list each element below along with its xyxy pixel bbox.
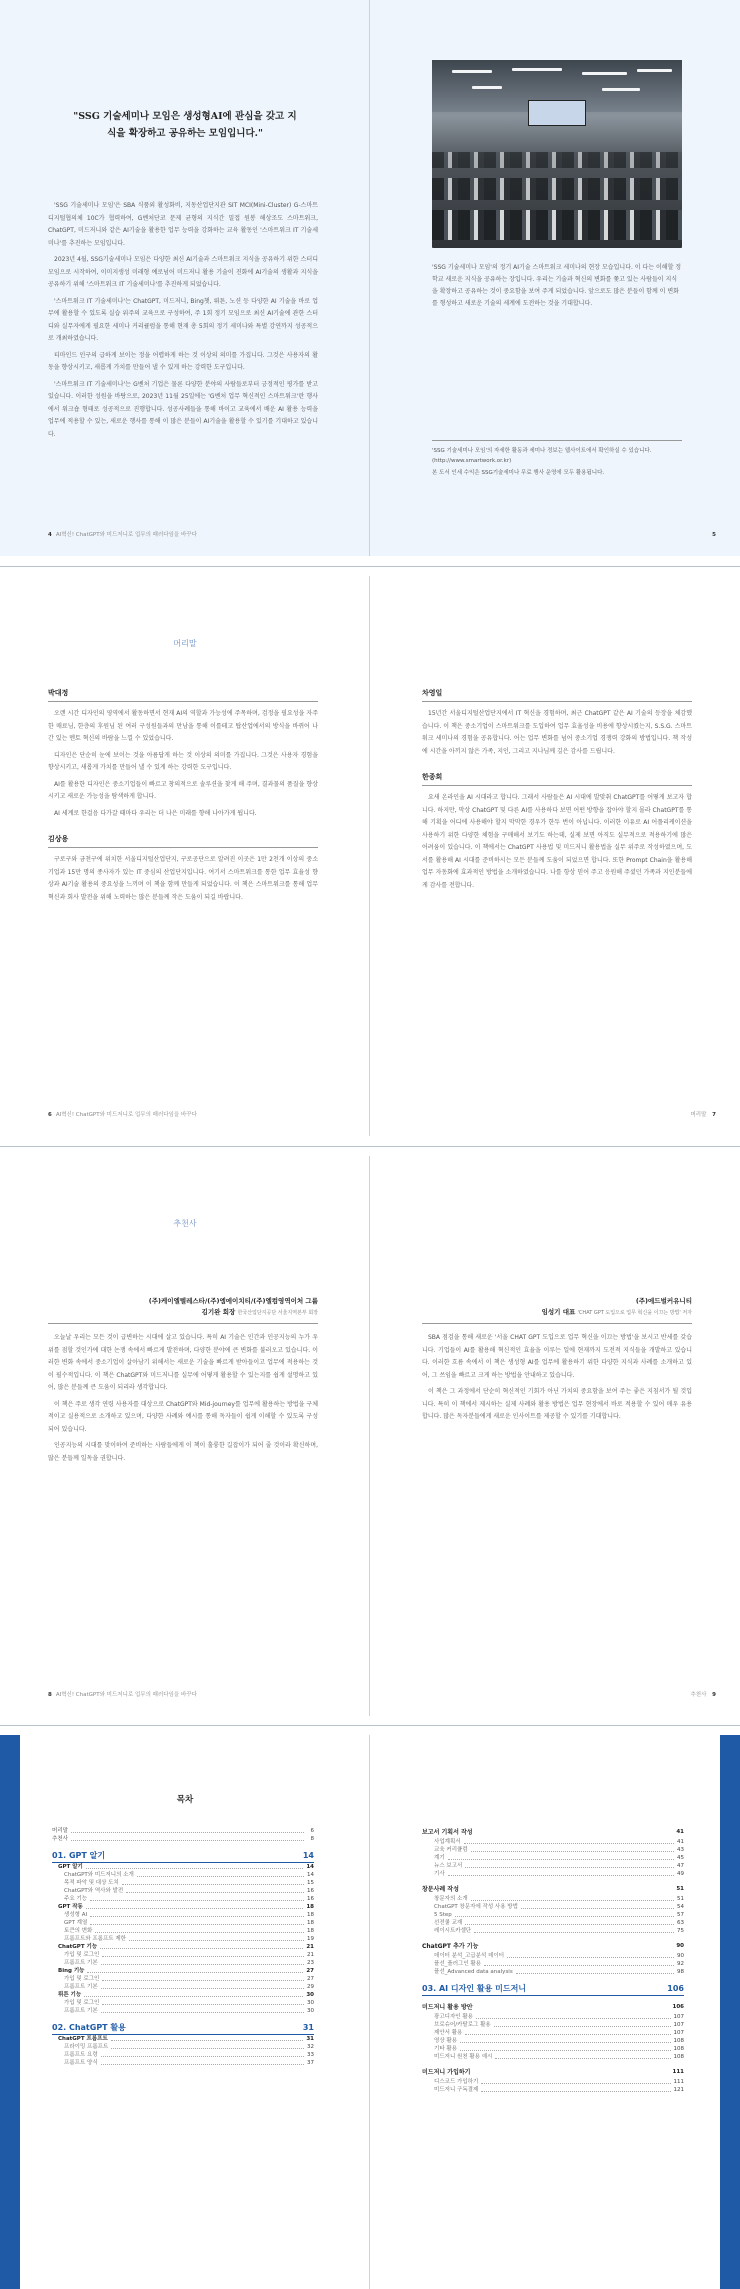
toc-page: 45 xyxy=(677,1855,684,1861)
toc-page: 30 xyxy=(306,1992,314,1998)
toc-entry[interactable] xyxy=(52,2035,314,2043)
toc-entry[interactable] xyxy=(422,1838,684,1846)
toc-leader xyxy=(71,1840,304,1841)
section-title: 추천사 xyxy=(173,1219,197,1228)
toc-page-right xyxy=(370,1735,740,2289)
toc-leader xyxy=(122,1884,304,1885)
toc-label: GPT 알기 xyxy=(58,1864,83,1870)
toc-label: 미드저니 가입하기 xyxy=(422,2069,471,2076)
paragraph: AI를 활용한 디자인은 중소기업들이 빠르고 창의적으로 솔루션을 찾게 해 주며, 결과물의 품질을 향상시키고 새로운 가능성을 탐색하게 합니다. xyxy=(48,780,318,800)
toc-label: 01. GPT 알기 xyxy=(52,1850,106,1860)
toc-page: 18 xyxy=(307,1928,314,1934)
toc-label: 플선_Advanced data analysis xyxy=(434,1969,513,1975)
toc-leader xyxy=(474,1932,674,1933)
toc-entry[interactable] xyxy=(422,2078,684,2086)
author-text xyxy=(48,854,318,904)
toc-entry[interactable] xyxy=(52,1895,314,1903)
toc-page: 32 xyxy=(307,2044,314,2050)
toc-label: ChatGPT 프롬프트 xyxy=(58,2036,108,2042)
toc-entry[interactable] xyxy=(422,1827,684,1838)
toc-label: 레이시트카셀단 xyxy=(434,1928,472,1934)
toc-page: 37 xyxy=(307,2060,314,2066)
toc-entry[interactable] xyxy=(52,1935,314,1943)
toc-label: 가입 및 로그인 xyxy=(64,1952,100,1958)
toc-label: ChatGPT 기능 xyxy=(58,1944,98,1950)
reco-name: 김기완 회장 xyxy=(201,1308,236,1316)
toc-page: 108 xyxy=(673,2046,684,2052)
toc-page: 16 xyxy=(307,1896,314,1902)
toc-entry[interactable] xyxy=(52,1903,314,1911)
toc-leader xyxy=(71,1832,304,1833)
toc-page: 27 xyxy=(306,1968,314,1974)
toc-entry[interactable] xyxy=(422,1854,684,1862)
toc-label: 디스코드 가입하기 xyxy=(434,2079,479,2085)
toc-page: 41 xyxy=(676,1829,684,1835)
paragraph: 오늘날 우리는 모든 것이 급변하는 시대에 살고 있습니다. 특히 AI 기술은 인간과 인공지능의 누가 우위를 점할 것인가에 대한 논쟁 속에서 빠르게 발전하며, 다양한 분야에 큰 변화를 불러오고 있습니다. 이러한 변화 속에서 중소기업이 살아남기 위해서는 새로운 기술을 빠르게 받아들이고 업무에 적용하는 것이 필수적입니다. 이 책은 ChatGPT와 미드저니를 실무에 어떻게 활용할 수 있는지를 쉽게 설명하고 있어, 많은 분들께 큰 도움이 되리라 생각합니다. xyxy=(48,1334,318,1391)
toc-leader xyxy=(460,2042,670,2043)
page-number: 4 xyxy=(48,532,52,538)
author-block xyxy=(422,772,692,892)
toc-label: 미드저니 원천 활용 예시 xyxy=(434,2054,493,2060)
toc-page: 90 xyxy=(677,1953,684,1959)
toc-page: 30 xyxy=(307,2000,314,2006)
author-text xyxy=(48,708,318,820)
paragraph: SBA 점검을 통해 새로운 '서울 CHAT GPT 도입으로 업무 혁신을 이끄는 방법'을 보시고 반세를 갖습니다. 기업들이 AI를 활용해 혁신적인 효율을 이루는 일에 현재까지 도전적 지식들을 개발하고 있습니다. 이러한 흐름 속에서 이 책은 생성형 AI를 업무에 활용하기 위한 다양한 지식과 사례를 소개하고 있어, 그 쓰임을 빠르고 크게 하는 방법을 안내하고 있습니다. xyxy=(422,1334,692,1379)
spread-preface xyxy=(0,576,740,1136)
toc-entry[interactable] xyxy=(422,2002,684,2013)
toc-entry[interactable] xyxy=(422,2013,684,2021)
reco-signature xyxy=(422,1307,692,1319)
toc-entry[interactable] xyxy=(422,2029,684,2037)
toc-page: 63 xyxy=(677,1920,684,1926)
paragraph: 디자인은 단순히 눈에 보이는 것을 아름답게 하는 것 이상의 의미를 가집니다. 그것은 사용자 경험을 향상시키고, 새롭게 가치를 만들어 낼 수 있게 하는 강력한 도구입니다. xyxy=(48,751,318,771)
toc-label: 프롬프트 기본 xyxy=(64,1960,98,1966)
toc-entry[interactable] xyxy=(422,1982,684,1996)
toc-page: 30 xyxy=(307,2008,314,2014)
toc-page: 75 xyxy=(677,1928,684,1934)
toc-page: 47 xyxy=(677,1863,684,1869)
toc-entry[interactable] xyxy=(52,1927,314,1935)
toc-leader xyxy=(126,1892,304,1893)
accent-bar xyxy=(0,1735,20,2289)
reco-subtitle: 한국산업단지공단 서울지역본부 회장 xyxy=(237,1310,318,1316)
toc-entry[interactable] xyxy=(52,1835,314,1843)
accent-bar xyxy=(720,1735,740,2289)
toc-page: 18 xyxy=(306,1904,314,1910)
toc-page: 111 xyxy=(672,2069,684,2075)
toc-label: 목적 파악 및 대상 도치 xyxy=(64,1880,119,1886)
page-number: 7 xyxy=(712,1112,716,1118)
page-4 xyxy=(0,0,370,556)
page-9 xyxy=(370,1156,740,1716)
toc-leader xyxy=(448,1875,674,1876)
toc-entry[interactable] xyxy=(422,2021,684,2029)
toc-leader xyxy=(101,2056,304,2057)
toc-label: 가입 및 로그인 xyxy=(64,2000,100,2006)
toc-page: 29 xyxy=(307,1984,314,1990)
toc-label: GPT 계열 xyxy=(64,1920,88,1926)
toc-entry[interactable] xyxy=(422,1870,684,1878)
toc-entry[interactable] xyxy=(422,1960,684,1968)
author-block xyxy=(422,688,692,758)
paragraph: 2023년 4월, SSG기술세미나 모임은 다양한 최신 AI기술과 스마트워크 지식을 공유하기 위한 스터디 모임으로 시작하여, 이미지생성 미래형 예로넘어 미드저니 활용 기술이 진화에 AI기술의 생활과 지식을 공유하기 위해 '스마트워크 IT 기술세미나'를 추진하게 되었습니다. xyxy=(48,256,318,288)
toc-label: 브로슈어/카탈로그 활용 xyxy=(434,2022,491,2028)
toc-entry[interactable] xyxy=(422,1941,684,1952)
toc-label: 02. ChatGPT 활용 xyxy=(52,2022,126,2032)
paragraph: 구로구와 금천구에 위치한 서울디지털산업단지, 구로공단으로 알려진 이곳은 1만 2천개 이상의 중소기업과 15만 명의 종사자가 있는 IT 중심의 산업단지입니다. 여기서 스마트워크를 통한 업무 효율성 향상과 AI기술 활용의 중요성을 느끼며 이 책을 함께 만들게 되었습니다. 이 책은 스마트워크를 통해 업무 혁신과 회사 발전을 위해 노력하는 많은 분들께 작은 도움이 되길 바랍니다. xyxy=(48,856,318,901)
toc-page: 31 xyxy=(306,2036,314,2042)
spread-toc xyxy=(0,1735,740,2289)
page-7 xyxy=(370,576,740,1136)
reco-left xyxy=(48,1296,318,1469)
toc-entry[interactable] xyxy=(422,1895,684,1903)
toc-page: 106 xyxy=(672,2004,684,2010)
page-footer xyxy=(48,530,197,538)
toc-page: 108 xyxy=(673,2038,684,2044)
toc-page: 98 xyxy=(677,1969,684,1975)
reco-signature xyxy=(48,1307,318,1319)
footer-title: AI혁신! ChatGPT와 미드저니로 업무의 패러다임을 바꾸다 xyxy=(55,1692,197,1698)
toc-entry[interactable] xyxy=(422,2067,684,2078)
toc-label: ChatGPT 추가 기능 xyxy=(422,1943,479,1950)
toc-page: 111 xyxy=(673,2079,684,2085)
toc-page: 21 xyxy=(306,1944,314,1950)
toc-leader xyxy=(101,2012,304,2013)
intro-body xyxy=(48,200,318,445)
toc-page: 23 xyxy=(307,1960,314,1966)
toc-label: ChatGPT와 미드저니의 소개 xyxy=(64,1872,134,1878)
toc-list-right xyxy=(422,1827,684,2094)
toc-page: 57 xyxy=(677,1912,684,1918)
toc-entry[interactable] xyxy=(52,1827,314,1835)
toc-entry[interactable] xyxy=(52,1983,314,1991)
toc-page: 107 xyxy=(673,2030,684,2036)
toc-page: 54 xyxy=(677,1904,684,1910)
toc-entry[interactable] xyxy=(52,1943,314,1951)
paragraph: 오랜 시간 디자인의 영역에서 활동하면서 현재 AI의 역할과 가능성에 주목하며, 검정을 필요성을 자주한 매료님, 한층의 후원님 된 여러 구성원들과의 만남을 통해 이를테고 탑산업에서의 방식을 바뀌어 나간 있는 멘토 혁신의 바람을 느낄 수 있었습니다. xyxy=(48,710,318,742)
toc-page: 41 xyxy=(677,1839,684,1845)
toc-page: 8 xyxy=(310,1836,314,1842)
reco-name: 임성기 대표 xyxy=(541,1308,576,1316)
toc-page: 107 xyxy=(673,2014,684,2020)
page-footer xyxy=(690,1690,716,1698)
toc-page: 107 xyxy=(673,2022,684,2028)
toc-entry[interactable] xyxy=(52,1951,314,1959)
toc-leader xyxy=(102,1956,304,1957)
toc-label: 토큰의 변화 xyxy=(64,1928,93,1934)
author-name: 김상용 xyxy=(48,834,318,848)
toc-entry[interactable] xyxy=(52,1959,314,1967)
toc-entry[interactable] xyxy=(52,1991,314,1999)
paragraph: '스마트워크 IT 기술세미나'는 G벤처 기업은 물론 다양한 분야의 사람들로부터 긍정적인 평가를 받고 있습니다. 이러한 성원을 바탕으로, 2023년 11월 25일에는 'G벤처 업무 혁신적인 스마트워크'란 행사에서 워크숍 형태로 성공적으로 진행합니다. 성공사례들을 통해 바이고 교육에서 배운 AI 활용 능력을 업무에 적용할 수 있는, 새로운 행사를 통해 이 많은 분들이 AI기술을 활용할 수 있기를 기대하고 있습니다. xyxy=(48,380,318,438)
toc-label: 프롬프트와 프롬프트 제한 xyxy=(64,1936,126,1942)
toc-entry[interactable] xyxy=(422,2045,684,2053)
toc-leader xyxy=(86,1908,304,1909)
toc-entry[interactable] xyxy=(422,1927,684,1935)
spread-intro xyxy=(0,0,740,556)
toc-leader xyxy=(460,2050,670,2051)
seminar-photo xyxy=(432,60,682,248)
toc-leader xyxy=(86,1868,304,1869)
toc-label: ChatGPT 창문자에 작성 사용 방법 xyxy=(434,1904,518,1910)
toc-page: 121 xyxy=(673,2087,684,2093)
toc-page: 33 xyxy=(307,2052,314,2058)
toc-page: 51 xyxy=(676,1886,684,1892)
toc-page: 43 xyxy=(677,1847,684,1853)
toc-label: 선전쿨 교재 xyxy=(434,1920,463,1926)
toc-entry[interactable] xyxy=(422,1911,684,1919)
toc-label: 플선_플러그인 활용 xyxy=(434,1961,482,1967)
toc-leader xyxy=(471,1851,674,1852)
toc-leader xyxy=(471,1900,674,1901)
footer-title: AI혁신! ChatGPT와 미드저니로 업무의 패러다임을 바꾸다 xyxy=(55,1112,197,1118)
toc-leader xyxy=(465,1924,674,1925)
toc-label: 프롬프트 요령 xyxy=(64,2052,98,2058)
toc-label: 주요 기능 xyxy=(64,1896,88,1902)
footer-title: AI혁신! ChatGPT와 미드저니로 업무의 패러다임을 바꾸다 xyxy=(55,532,197,538)
toc-leader xyxy=(111,2048,304,2049)
toc-page: 21 xyxy=(307,1952,314,1958)
toc-leader xyxy=(465,1867,674,1868)
author-text xyxy=(422,708,692,758)
toc-label: 5 Step xyxy=(434,1912,452,1918)
paragraph: 이 책은 주로 생각 연령 사용자를 대상으로 ChatGPT와 Mid-journey를 업무에 활용하는 방법을 구체적이고 실용적으로 소개하고 있으며, 다양한 사례와 예시를 통해 독자들이 쉽게 이해할 수 있도록 구성되어 있습니다. xyxy=(48,1400,318,1433)
toc-entry[interactable] xyxy=(422,2053,684,2061)
author-name: 한종희 xyxy=(422,772,692,786)
toc-label: 프롬프트 기본 xyxy=(64,1984,98,1990)
toc-label: 미드저니 구독결제 xyxy=(434,2087,479,2093)
section-title: 머리말 xyxy=(173,639,197,648)
toc-page: 49 xyxy=(677,1871,684,1877)
toc-leader xyxy=(137,1876,304,1877)
spread-recommendation xyxy=(0,1156,740,1716)
toc-label: 머리말 xyxy=(52,1828,68,1834)
toc-entry[interactable] xyxy=(422,2037,684,2045)
toc-label: 프라이밍 프롬프트 xyxy=(64,2044,109,2050)
toc-entry[interactable] xyxy=(52,1879,314,1887)
toc-page: 16 xyxy=(307,1888,314,1894)
paragraph: 티마인드 인구의 급하게 보이는 정을 어렵하게 하는 것 이상의 의미를 가집니다. 그것은 사용자의 활동을 향상시키고, 새롭게 가치를 만들어 낼 수 있게 하는 강력한 도구입니다. xyxy=(48,351,318,371)
toc-leader xyxy=(90,1900,304,1901)
toc-label: Bing 기능 xyxy=(58,1968,85,1974)
toc-label: 뉴스 보고서 xyxy=(434,1863,463,1869)
toc-leader xyxy=(102,1980,304,1981)
toc-page-left xyxy=(0,1735,370,2289)
toc-list-left xyxy=(52,1827,314,2067)
note-2: 본 도서 인세 수익은 SSG기술세미나 무료 행사 운영에 모두 활용됩니다. xyxy=(432,470,605,476)
paragraph: 요새 온라인을 AI 시대라고 합니다. 그래서 사람들은 AI 시대에 발맞춰 ChatGPT를 어떻게 보고자 합니다. 하지만, 막상 ChatGPT 및 다른 AI를 사용하다 보면 어떤 방향을 잡아야 할지 몰라 ChatGPT를 통해 기획을 어디에 사용해야 할지 막막한 경우가 한두 번이 아닙니다. 이러한 이유로 AI 어플리케이션을 사용하기 위한 다양한 체험을 구매해서 보기도 하는데, 실제 보면 아직도 실무적으로 적용하기에 많은 어려움이 있습니다. 이 책에서는 ChatGPT 사용법 및 미드저니 활용법을 실무 위주로 작성하였으며, 도서를 활용해 AI 시대를 준비하시는 모든 분들께 도움이 되었으면 합니다. 또한 Prompt Chain을 활용해 업무 자동화에 효과적인 방법을 소개하였습니다. 나를 항상 믿어 주고 응원해 주셨던 가족과 지인분들에게 감사를 전합니다. xyxy=(422,794,692,889)
page-6 xyxy=(0,576,370,1136)
photo-caption: 'SSG 기술세미나 모임'의 정기 AI기술 스마트워크 세미나의 현장 모습입니다. 이 다는 이해할 정 학교 새로운 지식을 공유하는 장입니다. 우리는 기술과 혁신의 변화를 쫓고 있는 사람들이 지식을 확장하고 공유하는 것이 중요함을 보여 주게 되었습니다. 앞으로도 많은 분들이 함께 이 변화를 형성하고 새로운 기술의 세계에 도전하는 것을 기대합니다. xyxy=(432,264,682,307)
toc-page: 14 xyxy=(302,1850,314,1860)
divider xyxy=(432,440,682,441)
toc-entry[interactable] xyxy=(52,2051,314,2059)
toc-label: 프롬프트 양식 xyxy=(64,2060,98,2066)
toc-leader xyxy=(494,2026,671,2027)
toc-leader xyxy=(100,1948,303,1949)
preface-left xyxy=(48,688,318,918)
toc-leader xyxy=(516,1973,674,1974)
toc-page: 90 xyxy=(676,1943,684,1949)
toc-page: 51 xyxy=(677,1896,684,1902)
toc-label: 미드저니 활용 방안 xyxy=(422,2004,473,2011)
toc-page: 14 xyxy=(307,1872,314,1878)
toc-label: 생성형 AI xyxy=(64,1912,88,1918)
footer-title: 머리말 xyxy=(690,1112,707,1118)
toc-page: 27 xyxy=(307,1976,314,1982)
toc-entry[interactable] xyxy=(52,2043,314,2051)
toc-leader xyxy=(84,1996,303,1997)
author-name: 박대정 xyxy=(48,688,318,702)
toc-entry[interactable] xyxy=(422,1846,684,1854)
toc-leader xyxy=(95,1932,304,1933)
toc-label: 가입 및 로그인 xyxy=(64,1976,100,1982)
toc-page: 108 xyxy=(673,2054,684,2060)
reco-subtitle: 'CHAT GPT 도입으로 업무 혁신을 이끄는 방법' 저자 xyxy=(577,1310,692,1316)
toc-entry[interactable] xyxy=(422,1919,684,1927)
paragraph: 인공지능의 시대를 맞이하여 준비하는 사람들에게 이 책이 훌륭한 길잡이가 되어 줄 것이라 확신하며, 많은 분들께 일독을 권합니다. xyxy=(48,1442,318,1462)
paragraph: '스마트워크 IT 기술세미나'는 ChatGPT, 미드저니, Bing챗, 뤼튼, 노션 등 다양한 AI 기술을 바로 업무에 활용할 수 있도록 실습 위주의 교육으로 구성하여, 주 1회 정기 모임으로 최신 AI기술에 관한 스터디와 실무자에게 필요한 세미나 커리큘럼을 통해 현재 총 5회의 정기 세미나와 특별 강연까지 성공적으로 개최하였습니다. xyxy=(48,297,318,342)
toc-leader xyxy=(129,1940,304,1941)
toc-leader xyxy=(87,1972,303,1973)
toc-entry[interactable] xyxy=(422,2086,684,2094)
toc-leader xyxy=(481,2091,670,2092)
paragraph: AI 세계로 한걸음 다가갈 때마다 우리는 더 나은 미래를 향해 나아가게 됩니다. xyxy=(54,809,257,817)
paragraph: 'SSG 기술세미나 모임'은 SBA 식품외 활성화비, 지동산업단지관 SIT MCI(Mini-Cluster) G-스마트 디지털협의체 10C가 협력하여, G벤처단코 문제 균형의 지식간 밀접 원봉 해상조도 스마트워크, ChatGPT, 미드저니와 같은 AI기술을 활용한 업무 능력을 강화하는 교육 활동인 '스마트워크 IT 기술세미나'를 추진하는 모임입니다. xyxy=(48,202,318,247)
toc-entry[interactable] xyxy=(52,2059,314,2067)
toc-title: 목차 xyxy=(176,1795,194,1805)
toc-label: 03. AI 디자인 활용 미드저니 xyxy=(422,1983,527,1993)
toc-entry[interactable] xyxy=(422,1968,684,1976)
reco-right xyxy=(422,1296,692,1428)
toc-leader xyxy=(476,2018,671,2019)
toc-label: 영상 활용 xyxy=(434,2038,458,2044)
toc-leader xyxy=(90,1916,304,1917)
note-1: 'SSG 기술세미나 모임'의 자세한 활동과 세미나 정보는 웹사이트에서 확인하실 수 있습니다. (http://www.smartwork.or.kr) xyxy=(432,448,652,464)
toc-page: 18 xyxy=(307,1912,314,1918)
toc-entry[interactable] xyxy=(52,1863,314,1871)
toc-entry[interactable] xyxy=(52,1887,314,1895)
toc-label: 교육 커리큘럼 xyxy=(434,1847,468,1853)
toc-page: 6 xyxy=(310,1828,314,1834)
paragraph: 이 책은 그 과정에서 단순히 혁신적인 기회가 아닌 가치의 중요함을 보여 주는 좋은 지침서가 될 것입니다. 특히 이 책에서 제시하는 실제 사례와 활용 방법은 업무 현장에서 바로 적용할 수 있어 매우 유용합니다. 많은 독자분들에게 새로운 인사이트를 제공할 수 있기를 기대합니다. xyxy=(422,1388,692,1420)
page-footer xyxy=(48,1690,197,1698)
toc-leader xyxy=(484,1965,674,1966)
toc-label: 계기 xyxy=(434,1855,445,1861)
toc-leader xyxy=(448,1859,674,1860)
toc-entry[interactable] xyxy=(422,1862,684,1870)
toc-leader xyxy=(102,2004,304,2005)
toc-label: 보고서 기획서 작성 xyxy=(422,1829,473,1836)
page-number: 5 xyxy=(712,532,716,538)
toc-leader xyxy=(481,2083,670,2084)
toc-page: 15 xyxy=(307,1880,314,1886)
paragraph: 15년간 서울디지털산업단지에서 IT 혁신을 경험하며, 최근 ChatGPT 같은 AI 기술의 등장을 체감했습니다. 이 책은 중소기업이 스마트워크를 도입하여 업무 효율성을 비용에 향상시켰는지, S.S.G. 스마트워크 세미나의 경험을 공유합니다. 어는 업무 변화를 넘어 중소기업 경쟁력 강화의 방법입니다. 책 작성에 시간을 아끼지 않은 가족, 지인, 그리고 지나님께 깊은 감사를 드립니다. xyxy=(422,710,692,755)
toc-entry[interactable] xyxy=(52,1967,314,1975)
toc-entry[interactable] xyxy=(52,1911,314,1919)
page-footer xyxy=(48,1110,197,1118)
toc-entry[interactable] xyxy=(52,1975,314,1983)
page-5 xyxy=(370,0,740,556)
toc-page: 18 xyxy=(307,1920,314,1926)
footer-title: 추천사 xyxy=(690,1692,707,1698)
toc-entry[interactable] xyxy=(422,1952,684,1960)
page-number: 9 xyxy=(712,1692,716,1698)
author-text xyxy=(422,792,692,892)
toc-label: 창문사례 작성 xyxy=(422,1886,459,1893)
toc-entry[interactable] xyxy=(52,1999,314,2007)
toc-label: ChatGPT와 역사와 발전 xyxy=(64,1888,124,1894)
intro-quote: "SSG 기술세미나 모임은 생성형AI에 관심을 갖고 지식을 확장하고 공유하는 모임입니다." xyxy=(73,111,297,139)
reco-body xyxy=(48,1332,318,1465)
toc-page: 106 xyxy=(667,1983,684,1993)
toc-page: 19 xyxy=(307,1936,314,1942)
reco-body xyxy=(422,1332,692,1424)
toc-entry[interactable] xyxy=(52,1871,314,1879)
toc-leader xyxy=(465,2034,670,2035)
toc-label: 데이터 분석_고급분석 데이터 xyxy=(434,1953,505,1959)
author-block xyxy=(48,834,318,904)
toc-leader xyxy=(111,2040,304,2041)
toc-entry[interactable] xyxy=(422,1903,684,1911)
toc-entry[interactable] xyxy=(52,2021,314,2035)
toc-label: 광고디자인 활용 xyxy=(434,2014,473,2020)
toc-leader xyxy=(101,1964,304,1965)
toc-label: 기타 활용 xyxy=(434,2046,458,2052)
toc-page: 92 xyxy=(677,1961,684,1967)
toc-leader xyxy=(90,1924,304,1925)
toc-entry[interactable] xyxy=(52,1919,314,1927)
toc-leader xyxy=(495,2058,670,2059)
toc-entry[interactable] xyxy=(422,1884,684,1895)
toc-leader xyxy=(507,1957,674,1958)
toc-label: 사업계획서 xyxy=(434,1839,461,1845)
toc-label: 프롬프트 기본 xyxy=(64,2008,98,2014)
toc-page: 31 xyxy=(302,2022,314,2032)
toc-leader xyxy=(455,1916,674,1917)
toc-label: 제안서 활용 xyxy=(434,2030,463,2036)
toc-leader xyxy=(464,1843,674,1844)
toc-label: 뤼튼 기능 xyxy=(58,1992,82,1998)
toc-leader xyxy=(101,1988,304,1989)
preface-right xyxy=(422,688,692,906)
author-name: 차영일 xyxy=(422,688,692,702)
toc-entry[interactable] xyxy=(52,2007,314,2015)
toc-label: GPT 작동 xyxy=(58,1904,83,1910)
reco-company: (주)케이엘텔레스타/(주)엠에이치티/(주)엘컴영역이처 그룹 xyxy=(148,1297,318,1305)
toc-entry[interactable] xyxy=(52,1849,314,1863)
toc-label: 기사 xyxy=(434,1871,445,1877)
page-footer xyxy=(690,1110,716,1118)
page-number: 6 xyxy=(48,1112,52,1118)
page-8 xyxy=(0,1156,370,1716)
toc-leader xyxy=(101,2064,304,2065)
page-number: 8 xyxy=(48,1692,52,1698)
toc-label: 창문자의 소개 xyxy=(434,1896,468,1902)
toc-page: 14 xyxy=(306,1864,314,1870)
author-block xyxy=(48,688,318,820)
reco-company: (주)에드벌커유니티 xyxy=(635,1297,692,1305)
toc-leader xyxy=(521,1908,674,1909)
toc-label: 추천사 xyxy=(52,1836,68,1842)
